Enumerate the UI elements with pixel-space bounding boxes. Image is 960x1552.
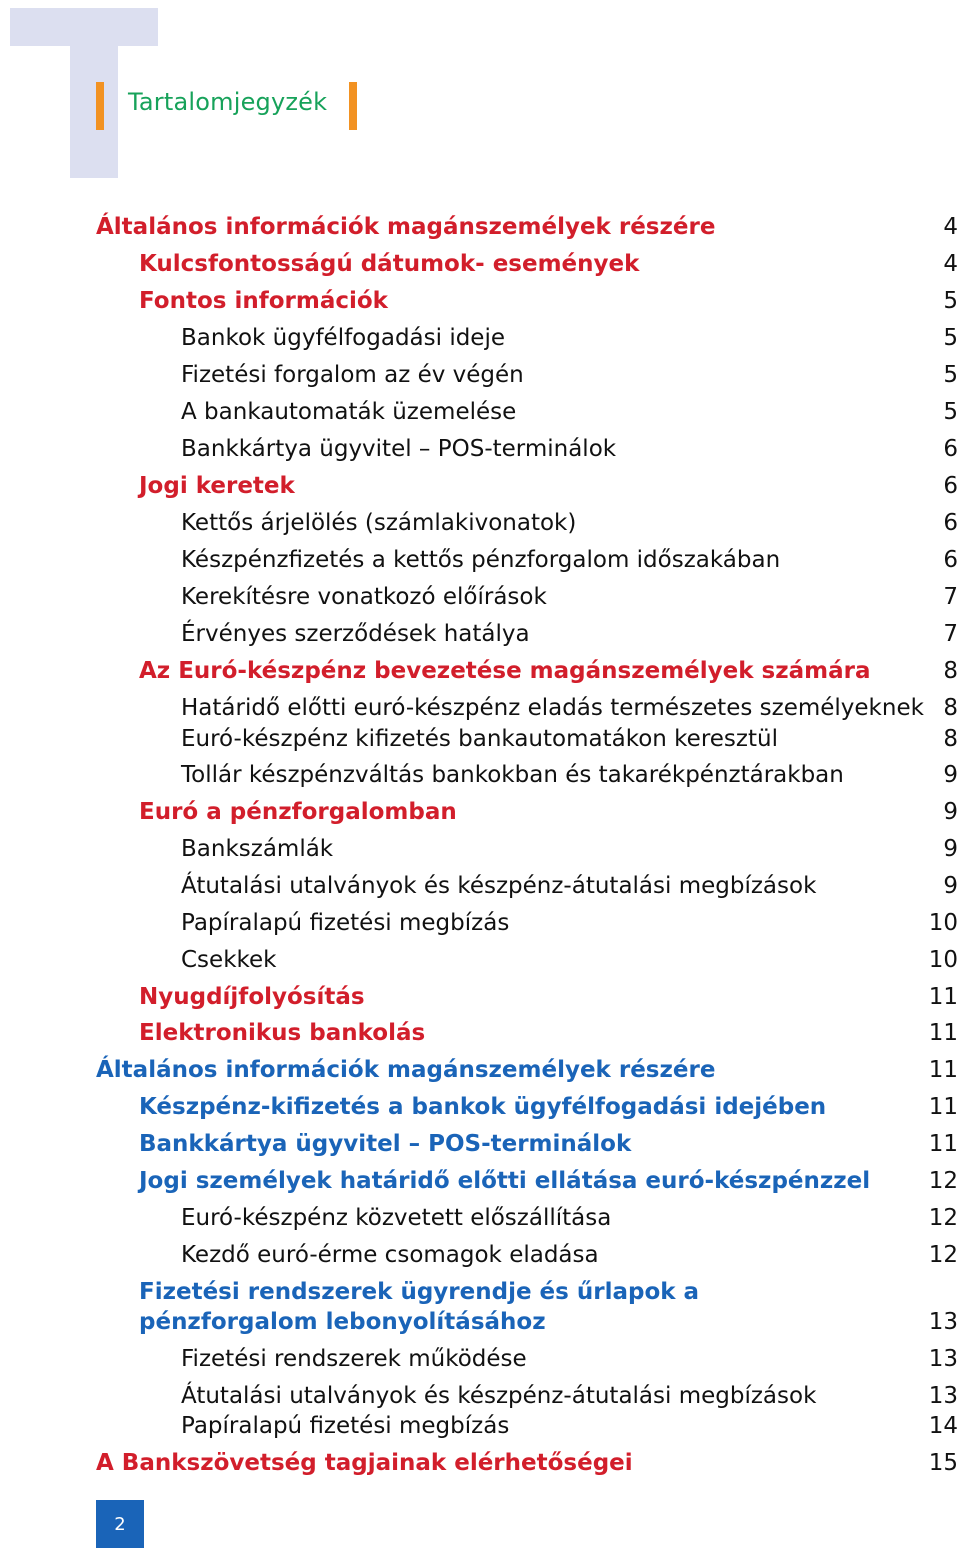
- toc-entry-label: A Bankszövetség tagjainak elérhetőségei: [96, 1450, 633, 1476]
- toc-entry-page: 5: [943, 288, 958, 314]
- toc-entry-page: 5: [943, 325, 958, 351]
- toc-entry-label: Bankok ügyfélfogadási ideje: [181, 325, 505, 351]
- toc-entry-label: Fizetési rendszerek működése: [181, 1346, 527, 1372]
- page-number-badge: [96, 1500, 144, 1548]
- toc-entry-label: Papíralapú fizetési megbízás: [181, 910, 510, 936]
- toc-entry-label: Elektronikus bankolás: [139, 1020, 426, 1046]
- toc-entry-label: Bankkártya ügyvitel – POS-terminálok: [139, 1131, 632, 1157]
- toc-entry-label: Papíralapú fizetési megbízás: [181, 1413, 510, 1439]
- toc-entry-label: Kezdő euró-érme csomagok eladása: [181, 1242, 599, 1268]
- toc-entry-page: 13: [928, 1309, 958, 1335]
- toc-entry-label: Az Euró-készpénz bevezetése magánszemélyek számára: [139, 658, 871, 684]
- toc-entry-page: 9: [943, 836, 958, 862]
- toc-entry-label: Nyugdíjfolyósítás: [139, 984, 365, 1010]
- toc-entry-page: 8: [943, 726, 958, 752]
- toc-entry-label: Készpénz-kifizetés a bankok ügyfélfogadási idejében: [139, 1094, 827, 1120]
- toc-entry-page: 12: [928, 1168, 958, 1194]
- toc-entry-page: 10: [928, 947, 958, 973]
- toc-entry-page: 11: [928, 1131, 958, 1157]
- toc-entry-page: 6: [943, 510, 958, 536]
- toc-entry-page: 14: [928, 1413, 958, 1439]
- toc-entry-page: 7: [943, 584, 958, 610]
- toc-entry-label: Készpénzfizetés a kettős pénzforgalom időszakában: [181, 547, 781, 573]
- toc-entry-label: Euró-készpénz közvetett előszállítása: [181, 1205, 612, 1231]
- title-bar-left: [96, 82, 104, 130]
- toc-entry-label: Fizetési rendszerek ügyrendje és űrlapok a pénzforgalom lebonyolításához: [139, 1279, 700, 1335]
- toc-entry-page: 13: [928, 1346, 958, 1372]
- toc-entry-page: 11: [928, 1094, 958, 1120]
- toc-entry-label: Átutalási utalványok és készpénz-átutalási megbízások: [181, 873, 817, 899]
- toc-entry-label: Euró a pénzforgalomban: [139, 799, 457, 825]
- toc-entry-page: 5: [943, 362, 958, 388]
- toc-entry-label: A bankautomaták üzemelése: [181, 399, 517, 425]
- toc-entry-label: Kulcsfontosságú dátumok- események: [139, 251, 640, 277]
- toc-entry-page: 9: [943, 799, 958, 825]
- toc-entry-label: Fizetési forgalom az év végén: [181, 362, 524, 388]
- toc-entry-page: 12: [928, 1242, 958, 1268]
- toc-entry-page: 12: [928, 1205, 958, 1231]
- toc-entry-label: Kettős árjelölés (számlakivonatok): [181, 510, 577, 536]
- toc-entry-label: Csekkek: [181, 947, 277, 973]
- toc-entry-label: Érvényes szerződések hatálya: [181, 621, 530, 647]
- toc-entry-label: Euró-készpénz kifizetés bankautomatákon keresztül: [181, 726, 778, 752]
- toc-entry-page: 6: [943, 547, 958, 573]
- toc-entry-label: Jogi keretek: [139, 473, 295, 499]
- toc-entry-label: Általános információk magánszemélyek részére: [96, 1057, 716, 1083]
- page-title: Tartalomjegyzék: [128, 88, 328, 116]
- toc-entry-page: 11: [928, 1057, 958, 1083]
- toc-entry-page: 13: [928, 1383, 958, 1409]
- toc-entry-label: Átutalási utalványok és készpénz-átutalási megbízások: [181, 1383, 817, 1409]
- toc-entry-page: 11: [928, 984, 958, 1010]
- toc-entry-label: Határidő előtti euró-készpénz eladás természetes személyeknek: [181, 695, 924, 721]
- toc-entry[interactable]: [0, 1277, 960, 1337]
- toc-entry-page: 4: [943, 251, 958, 277]
- toc-entry-label: Bankkártya ügyvitel – POS-terminálok: [181, 436, 617, 462]
- toc-entry-page: 9: [943, 762, 958, 788]
- toc-entry-page: 9: [943, 873, 958, 899]
- toc-entry-label: Általános információk magánszemélyek részére: [96, 214, 716, 240]
- toc-entry-page: 11: [928, 1020, 958, 1046]
- toc-entry-label: Fontos információk: [139, 288, 388, 314]
- toc-entry-label: Bankszámlák: [181, 836, 334, 862]
- toc-entry-page: 6: [943, 473, 958, 499]
- toc-entry-page: 15: [928, 1450, 958, 1476]
- toc-entry-page: 5: [943, 399, 958, 425]
- toc-entry-page: 10: [928, 910, 958, 936]
- title-bar-right: [349, 82, 357, 130]
- toc-entry-page: 7: [943, 621, 958, 647]
- toc-entry-page: 6: [943, 436, 958, 462]
- page-number: 2: [114, 1513, 126, 1535]
- toc-entry-label: Jogi személyek határidő előtti ellátása euró-készpénzzel: [139, 1168, 871, 1194]
- toc-entry-page: 8: [943, 658, 958, 684]
- toc-entry-label: Kerekítésre vonatkozó előírások: [181, 584, 547, 610]
- toc-entry-page: 8: [943, 695, 958, 721]
- toc-entry-page: 4: [943, 214, 958, 240]
- toc-entry-label: Tollár készpénzváltás bankokban és takarékpénztárakban: [181, 762, 844, 788]
